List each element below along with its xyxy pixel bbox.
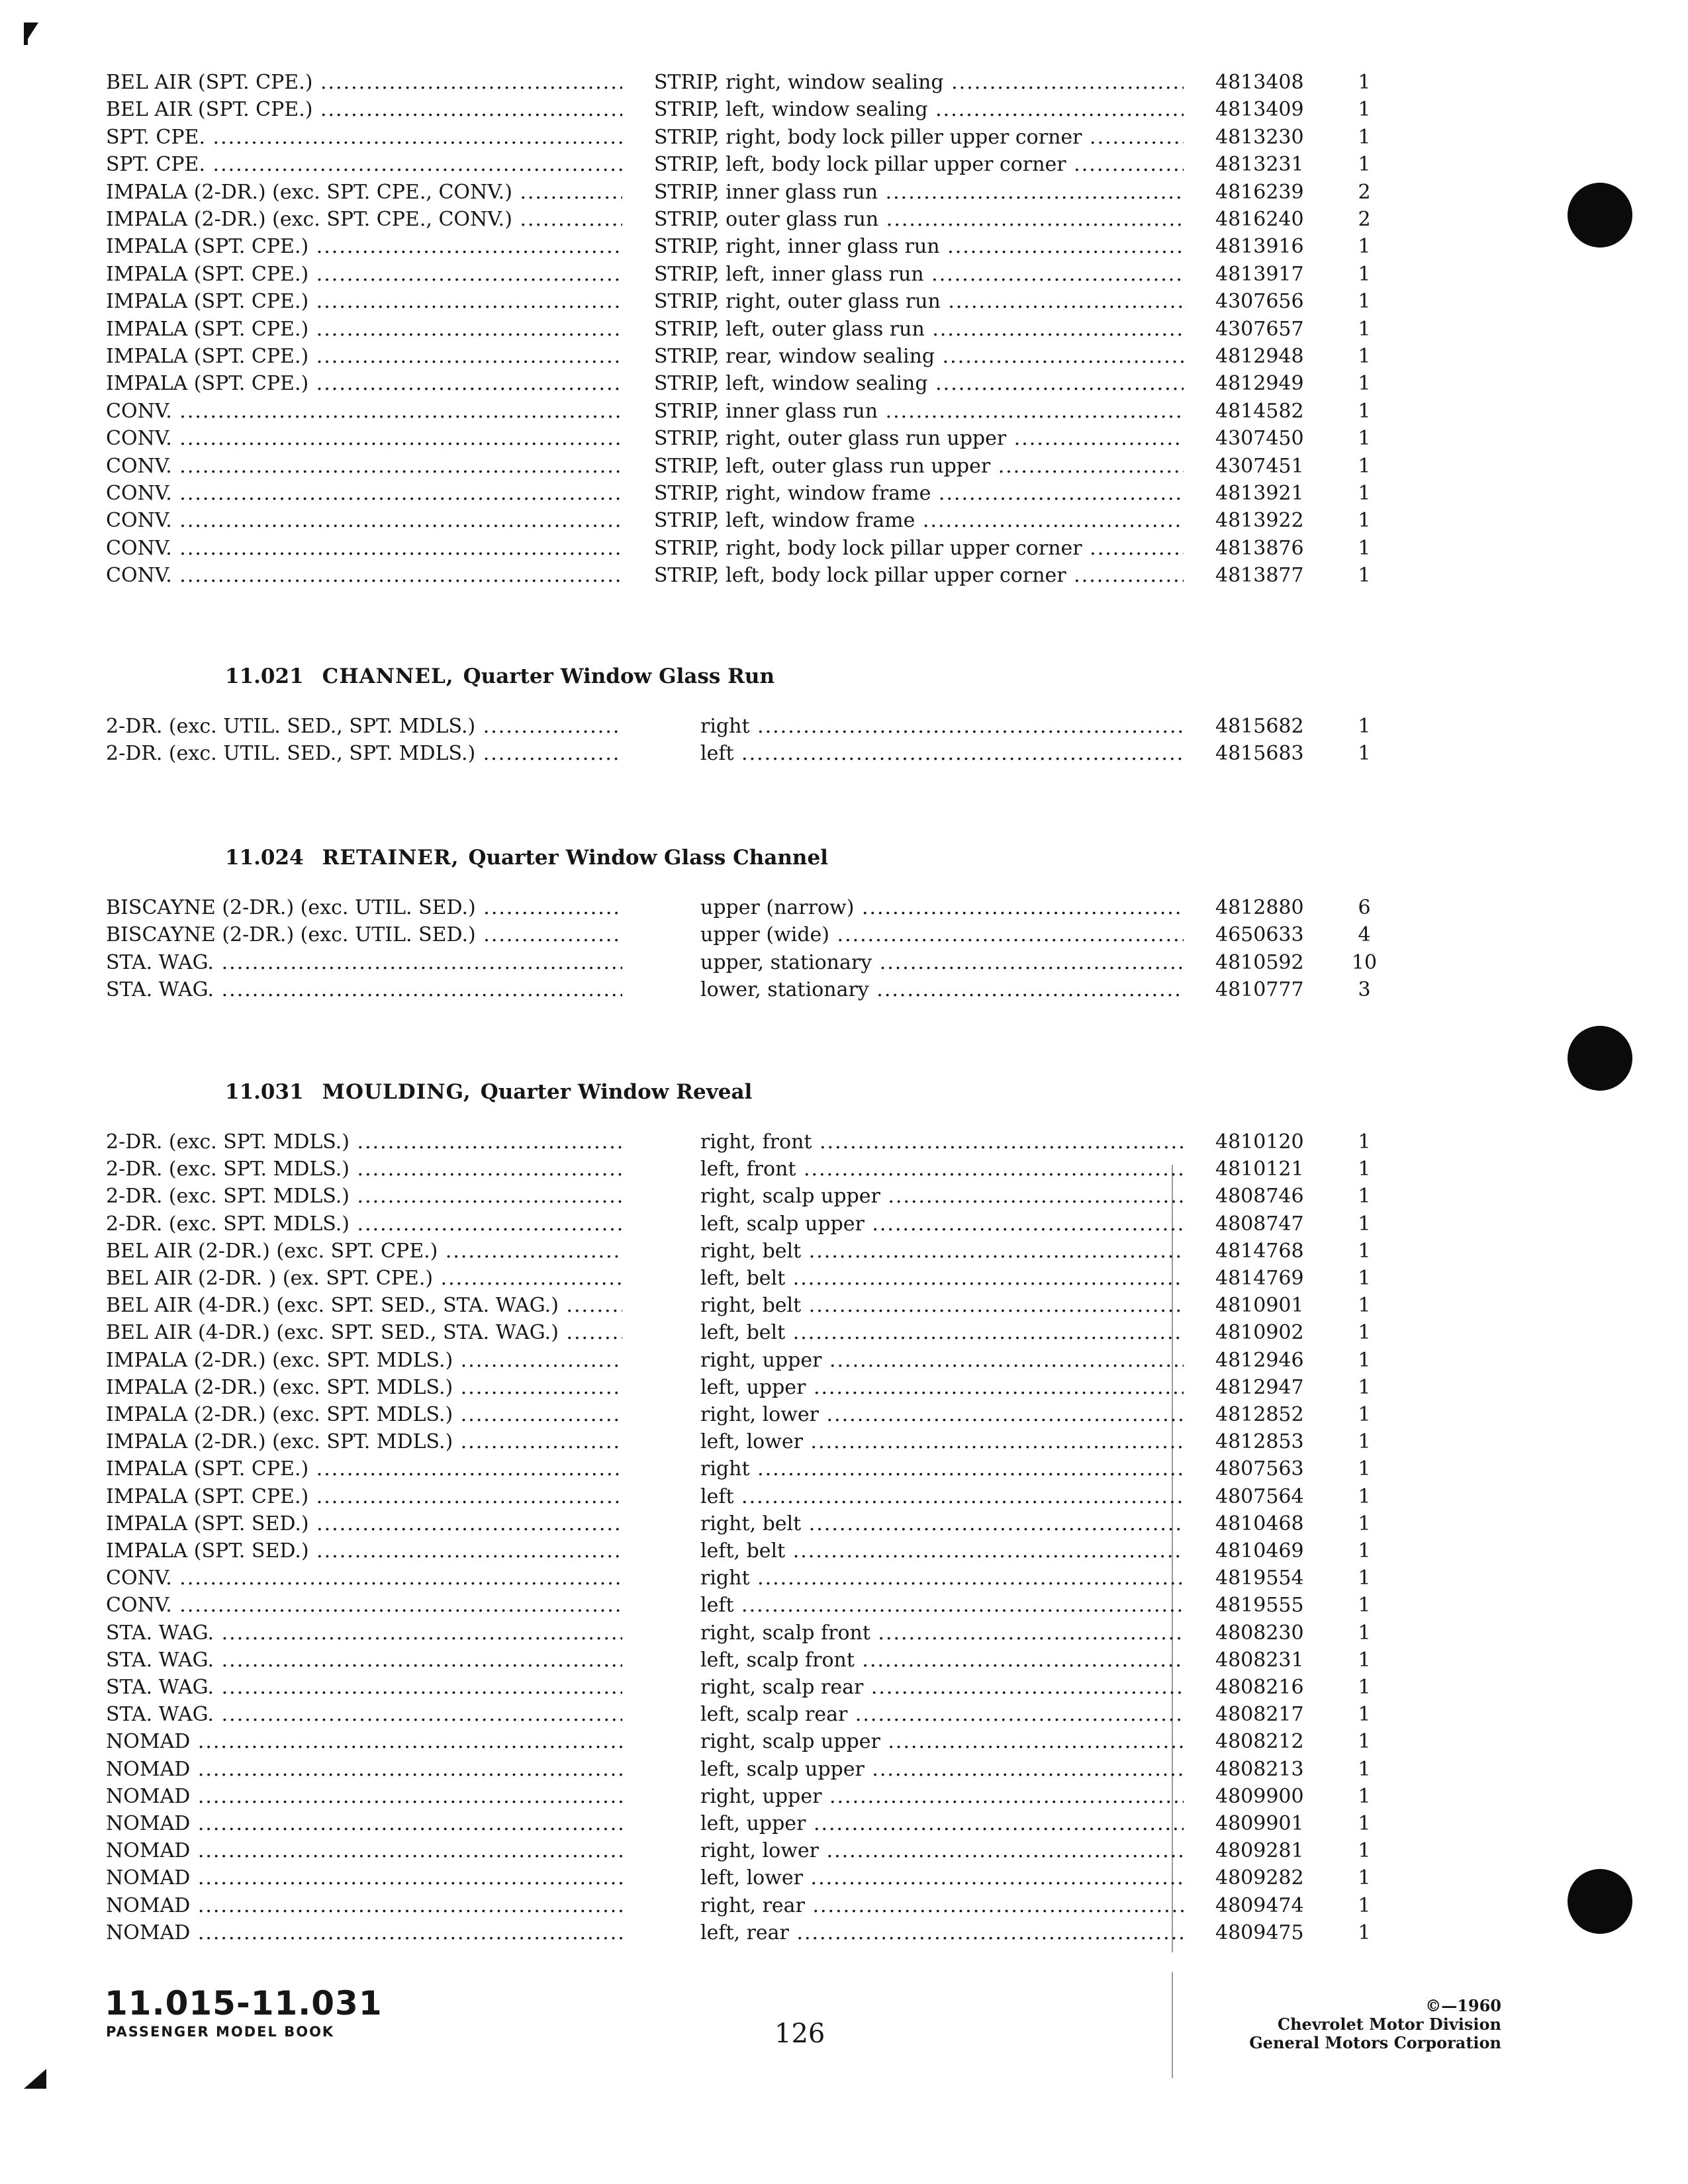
model-cell: STA. WAG. ..... (106, 1701, 622, 1729)
part-number-cell: 4815682 (1215, 715, 1304, 738)
table-row (0, 316, 1688, 343)
table-row (0, 1592, 1688, 1619)
section-title-retainer (225, 846, 828, 870)
binder-hole-middle (1568, 1026, 1632, 1091)
quantity-cell: 1 (1358, 1621, 1371, 1645)
part-number-cell: 4808213 (1215, 1758, 1304, 1781)
quantity-cell: 10 (1351, 951, 1378, 974)
table-row (0, 206, 1688, 234)
quantity-cell: 1 (1358, 1430, 1371, 1453)
description-cell: STRIP, left, outer glass run upper ..... (654, 453, 1184, 480)
table-row (0, 1128, 1688, 1156)
model-cell: IMPALA (SPT. SED.) ..... (106, 1537, 622, 1565)
part-number-cell: 4816239 (1215, 181, 1304, 204)
description-cell: upper (wide) ..... (700, 921, 1184, 949)
part-number-cell: 4650633 (1215, 923, 1304, 946)
model-cell: CONV. ..... (106, 507, 622, 535)
model-cell: NOMAD ..... (106, 1810, 622, 1838)
quantity-cell: 1 (1358, 290, 1371, 313)
table-row (0, 124, 1688, 152)
part-number-cell: 4813876 (1215, 537, 1304, 560)
quantity-cell: 1 (1358, 1594, 1371, 1617)
part-number-cell: 4307657 (1215, 318, 1304, 341)
page-number: 126 (774, 2019, 825, 2049)
description-cell: left ..... (700, 1592, 1184, 1619)
description-cell: right, lower ..... (700, 1401, 1184, 1429)
table-row (0, 1265, 1688, 1293)
model-cell: IMPALA (SPT. CPE.) ..... (106, 1483, 622, 1511)
table-row (0, 1238, 1688, 1265)
part-number-cell: 4810592 (1215, 951, 1304, 974)
quantity-cell: 1 (1358, 1921, 1371, 1944)
model-cell: IMPALA (SPT. CPE.) ..... (106, 261, 622, 289)
table-row (0, 1565, 1688, 1592)
model-cell: CONV. ..... (106, 453, 622, 480)
model-cell: BEL AIR (4-DR.) (exc. SPT. SED., STA. WAG.) ..... (106, 1292, 622, 1320)
model-cell: IMPALA (SPT. CPE.) ..... (106, 370, 622, 398)
description-cell: lower, stationary ..... (700, 976, 1184, 1004)
model-cell: NOMAD ..... (106, 1837, 622, 1865)
description-cell: left, belt ..... (700, 1537, 1184, 1565)
table-row (0, 1374, 1688, 1402)
quantity-cell: 1 (1358, 537, 1371, 560)
table-row (0, 894, 1688, 922)
description-cell: right, scalp front ..... (700, 1619, 1184, 1647)
description-cell: STRIP, right, window sealing ..... (654, 69, 1184, 97)
table-row (0, 713, 1688, 741)
model-cell: IMPALA (2-DR.) (exc. SPT. MDLS.) ..... (106, 1401, 622, 1429)
description-cell: STRIP, right, window frame ..... (654, 480, 1184, 508)
quantity-cell: 1 (1358, 564, 1371, 587)
part-number-cell: 4814769 (1215, 1267, 1304, 1290)
model-cell: STA. WAG. ..... (106, 1674, 622, 1702)
quantity-cell: 1 (1358, 98, 1371, 121)
description-cell: STRIP, left, body lock pillar upper corner ..... (654, 151, 1184, 179)
table-row (0, 1674, 1688, 1702)
table-row (0, 1810, 1688, 1838)
description-cell: left, upper ..... (700, 1374, 1184, 1402)
section-title-channel (225, 664, 774, 688)
quantity-cell: 1 (1358, 400, 1371, 423)
table-row (0, 1428, 1688, 1456)
part-number-cell: 4814768 (1215, 1240, 1304, 1263)
model-cell: 2-DR. (exc. SPT. MDLS.) ..... (106, 1156, 622, 1183)
model-cell: STA. WAG. ..... (106, 1619, 622, 1647)
quantity-cell: 4 (1358, 923, 1371, 946)
section-title-moulding (225, 1080, 752, 1104)
table-row (0, 1919, 1688, 1947)
table-row (0, 288, 1688, 316)
model-cell: BEL AIR (4-DR.) (exc. SPT. SED., STA. WAG.) ..... (106, 1319, 622, 1347)
part-number-cell: 4809282 (1215, 1866, 1304, 1889)
table-row (0, 398, 1688, 426)
model-cell: CONV. ..... (106, 535, 622, 563)
quantity-cell: 1 (1358, 1567, 1371, 1590)
description-cell: upper (narrow) ..... (700, 894, 1184, 922)
part-number-cell: 4813231 (1215, 153, 1304, 176)
section-number: 11.021 (225, 664, 304, 688)
description-cell: right, front ..... (700, 1128, 1184, 1156)
part-number-cell: 4816240 (1215, 208, 1304, 231)
model-cell: BEL AIR (2-DR.) (exc. SPT. CPE.) ..... (106, 1238, 622, 1265)
copyright: ©—1960 (1425, 1996, 1501, 2015)
part-number-cell: 4810121 (1215, 1158, 1304, 1181)
model-cell: IMPALA (2-DR.) (exc. SPT. MDLS.) ..... (106, 1374, 622, 1402)
model-cell: IMPALA (2-DR.) (exc. SPT. CPE., CONV.) ..... (106, 179, 622, 206)
part-number-cell: 4307450 (1215, 427, 1304, 450)
part-number-cell: 4808231 (1215, 1649, 1304, 1672)
part-number-cell: 4807564 (1215, 1485, 1304, 1508)
description-cell: right, belt ..... (700, 1292, 1184, 1320)
quantity-cell: 1 (1358, 1130, 1371, 1154)
part-number-cell: 4808212 (1215, 1730, 1304, 1753)
table-row (0, 921, 1688, 949)
description-cell: left, belt ..... (700, 1319, 1184, 1347)
part-number-cell: 4813922 (1215, 509, 1304, 532)
table-row (0, 1728, 1688, 1756)
model-cell: IMPALA (SPT. CPE.) ..... (106, 316, 622, 343)
table-row (0, 480, 1688, 508)
description-cell: right ..... (700, 713, 1184, 741)
quantity-cell: 1 (1358, 318, 1371, 341)
quantity-cell: 1 (1358, 126, 1371, 149)
table-row (0, 1537, 1688, 1565)
model-cell: 2-DR. (exc. SPT. MDLS.) ..... (106, 1128, 622, 1156)
quantity-cell: 1 (1358, 1240, 1371, 1263)
section-number: 11.031 (225, 1080, 304, 1104)
quantity-cell: 1 (1358, 509, 1371, 532)
model-cell: NOMAD ..... (106, 1864, 622, 1892)
table-row (0, 1401, 1688, 1429)
part-number-cell: 4812852 (1215, 1403, 1304, 1426)
table-row (0, 562, 1688, 590)
quantity-cell: 1 (1358, 372, 1371, 395)
description-cell: right ..... (700, 1455, 1184, 1483)
quantity-cell: 1 (1358, 235, 1371, 258)
description-cell: STRIP, rear, window sealing ..... (654, 343, 1184, 371)
quantity-cell: 1 (1358, 1676, 1371, 1699)
table-row (0, 1292, 1688, 1320)
description-cell: STRIP, left, window frame ..... (654, 507, 1184, 535)
description-cell: left, scalp upper ..... (700, 1210, 1184, 1238)
model-cell: 2-DR. (exc. SPT. MDLS.) ..... (106, 1210, 622, 1238)
description-cell: upper, stationary ..... (700, 949, 1184, 977)
model-cell: NOMAD ..... (106, 1783, 622, 1811)
model-cell: CONV. ..... (106, 1592, 622, 1619)
quantity-cell: 1 (1358, 153, 1371, 176)
quantity-cell: 6 (1358, 896, 1371, 919)
quantity-cell: 1 (1358, 1321, 1371, 1344)
quantity-cell: 1 (1358, 742, 1371, 765)
part-number-cell: 4813408 (1215, 71, 1304, 94)
part-number-cell: 4809900 (1215, 1785, 1304, 1808)
description-cell: left, scalp front ..... (700, 1647, 1184, 1674)
part-number-cell: 4810120 (1215, 1130, 1304, 1154)
section-noun: MOULDING, (322, 1080, 471, 1104)
model-cell: CONV. ..... (106, 1565, 622, 1592)
model-cell: NOMAD ..... (106, 1756, 622, 1784)
description-cell: right, rear ..... (700, 1892, 1184, 1920)
part-number-cell: 4812880 (1215, 896, 1304, 919)
model-cell: BEL AIR (SPT. CPE.) ..... (106, 69, 622, 97)
description-cell: left, scalp rear ..... (700, 1701, 1184, 1729)
model-cell: BEL AIR (2-DR. ) (ex. SPT. CPE.) ..... (106, 1265, 622, 1293)
description-cell: left, belt ..... (700, 1265, 1184, 1293)
model-cell: IMPALA (2-DR.) (exc. SPT. MDLS.) ..... (106, 1428, 622, 1456)
table-row (0, 1483, 1688, 1511)
quantity-cell: 1 (1358, 482, 1371, 505)
part-number-cell: 4812946 (1215, 1349, 1304, 1372)
part-number-cell: 4808216 (1215, 1676, 1304, 1699)
quantity-cell: 1 (1358, 263, 1371, 286)
description-cell: STRIP, right, outer glass run ..... (654, 288, 1184, 316)
description-cell: left, lower ..... (700, 1864, 1184, 1892)
part-number-cell: 4815683 (1215, 742, 1304, 765)
part-number-cell: 4808747 (1215, 1212, 1304, 1236)
footer-section-range: 11.015-11.031 (105, 1984, 383, 2023)
description-cell: right, scalp rear ..... (700, 1674, 1184, 1702)
model-cell: BISCAYNE (2-DR.) (exc. UTIL. SED.) ..... (106, 894, 622, 922)
description-cell: left, lower ..... (700, 1428, 1184, 1456)
quantity-cell: 1 (1358, 345, 1371, 368)
description-cell: left, front ..... (700, 1156, 1184, 1183)
table-row (0, 1892, 1688, 1920)
division-name: Chevrolet Motor Division (1278, 2015, 1501, 2034)
section-number: 11.024 (225, 846, 304, 870)
table-row (0, 179, 1688, 206)
part-number-cell: 4819555 (1215, 1594, 1304, 1617)
part-number-cell: 4812947 (1215, 1376, 1304, 1399)
part-number-cell: 4819554 (1215, 1567, 1304, 1590)
table-row (0, 1756, 1688, 1784)
quantity-cell: 1 (1358, 455, 1371, 478)
model-cell: NOMAD ..... (106, 1728, 622, 1756)
table-row (0, 1783, 1688, 1811)
table-row (0, 1319, 1688, 1347)
table-row (0, 1619, 1688, 1647)
table-row (0, 1837, 1688, 1865)
corporation-name: General Motors Corporation (1249, 2033, 1501, 2052)
model-cell: BISCAYNE (2-DR.) (exc. UTIL. SED.) ..... (106, 921, 622, 949)
part-number-cell: 4807563 (1215, 1457, 1304, 1480)
quantity-cell: 1 (1358, 1758, 1371, 1781)
description-cell: right, scalp upper ..... (700, 1183, 1184, 1210)
description-cell: right, scalp upper ..... (700, 1728, 1184, 1756)
description-cell: right ..... (700, 1565, 1184, 1592)
corner-registration-mark-top (24, 23, 38, 45)
model-cell: STA. WAG. ..... (106, 976, 622, 1004)
description-cell: STRIP, right, inner glass run ..... (654, 233, 1184, 261)
quantity-cell: 1 (1358, 1812, 1371, 1835)
description-cell: STRIP, left, window sealing ..... (654, 96, 1184, 124)
part-number-cell: 4810468 (1215, 1512, 1304, 1535)
part-number-cell: 4809281 (1215, 1839, 1304, 1862)
quantity-cell: 1 (1358, 71, 1371, 94)
table-row (0, 535, 1688, 563)
table-row (0, 1455, 1688, 1483)
table-row (0, 69, 1688, 97)
quantity-cell: 1 (1358, 1512, 1371, 1535)
table-row (0, 1510, 1688, 1538)
table-row (0, 261, 1688, 289)
quantity-cell: 1 (1358, 1866, 1371, 1889)
part-number-cell: 4808217 (1215, 1703, 1304, 1726)
quantity-cell: 2 (1358, 181, 1371, 204)
description-cell: STRIP, left, inner glass run ..... (654, 261, 1184, 289)
corner-registration-mark-bottom (24, 2069, 46, 2089)
footer-publisher (1249, 1997, 1501, 2052)
quantity-cell: 1 (1358, 1703, 1371, 1726)
model-cell: 2-DR. (exc. SPT. MDLS.) ..... (106, 1183, 622, 1210)
table-row (0, 740, 1688, 768)
table-row (0, 1701, 1688, 1729)
model-cell: CONV. ..... (106, 398, 622, 426)
table-row (0, 1347, 1688, 1375)
model-cell: SPT. CPE. ..... (106, 124, 622, 152)
description-cell: right, upper ..... (700, 1783, 1184, 1811)
description-cell: STRIP, inner glass run ..... (654, 179, 1184, 206)
quantity-cell: 1 (1358, 1376, 1371, 1399)
model-cell: CONV. ..... (106, 425, 622, 453)
part-number-cell: 4809901 (1215, 1812, 1304, 1835)
quantity-cell: 1 (1358, 1649, 1371, 1672)
part-number-cell: 4814582 (1215, 400, 1304, 423)
part-number-cell: 4812949 (1215, 372, 1304, 395)
quantity-cell: 1 (1358, 1457, 1371, 1480)
table-row (0, 949, 1688, 977)
quantity-cell: 1 (1358, 1185, 1371, 1208)
footer-rule (1172, 1972, 1173, 2078)
table-row (0, 1864, 1688, 1892)
table-row (0, 343, 1688, 371)
part-number-cell: 4810469 (1215, 1539, 1304, 1563)
model-cell: SPT. CPE. ..... (106, 151, 622, 179)
quantity-cell: 3 (1358, 978, 1371, 1001)
model-cell: NOMAD ..... (106, 1892, 622, 1920)
model-cell: IMPALA (2-DR.) (exc. SPT. CPE., CONV.) ..... (106, 206, 622, 234)
part-number-cell: 4810777 (1215, 978, 1304, 1001)
quantity-cell: 1 (1358, 1730, 1371, 1753)
part-number-cell: 4810902 (1215, 1321, 1304, 1344)
description-cell: left, rear ..... (700, 1919, 1184, 1947)
quantity-cell: 1 (1358, 1267, 1371, 1290)
table-row (0, 453, 1688, 480)
table-row (0, 1210, 1688, 1238)
quantity-cell: 1 (1358, 1349, 1371, 1372)
description-cell: STRIP, right, body lock piller upper corner ..... (654, 124, 1184, 152)
description-cell: STRIP, inner glass run ..... (654, 398, 1184, 426)
description-cell: right, belt ..... (700, 1510, 1184, 1538)
description-cell: STRIP, left, body lock pillar upper corner ..... (654, 562, 1184, 590)
part-number-cell: 4812853 (1215, 1430, 1304, 1453)
quantity-cell: 1 (1358, 1212, 1371, 1236)
table-row (0, 425, 1688, 453)
table-row (0, 976, 1688, 1004)
table-row (0, 1183, 1688, 1210)
model-cell: IMPALA (SPT. SED.) ..... (106, 1510, 622, 1538)
model-cell: IMPALA (SPT. CPE.) ..... (106, 288, 622, 316)
part-number-cell: 4813409 (1215, 98, 1304, 121)
quantity-cell: 1 (1358, 1403, 1371, 1426)
description-cell: left ..... (700, 1483, 1184, 1511)
quantity-cell: 1 (1358, 1485, 1371, 1508)
part-number-cell: 4813917 (1215, 263, 1304, 286)
quantity-cell: 1 (1358, 427, 1371, 450)
description-cell: STRIP, outer glass run ..... (654, 206, 1184, 234)
description-cell: STRIP, right, outer glass run upper ..... (654, 425, 1184, 453)
section-noun: CHANNEL, (322, 664, 454, 688)
model-cell: IMPALA (SPT. CPE.) ..... (106, 1455, 622, 1483)
description-cell: right, lower ..... (700, 1837, 1184, 1865)
model-cell: CONV. ..... (106, 480, 622, 508)
part-number-cell: 4810901 (1215, 1294, 1304, 1317)
part-number-cell: 4813921 (1215, 482, 1304, 505)
quantity-cell: 1 (1358, 715, 1371, 738)
part-number-cell: 4813230 (1215, 126, 1304, 149)
model-cell: 2-DR. (exc. UTIL. SED., SPT. MDLS.) ..... (106, 713, 622, 741)
quantity-cell: 2 (1358, 208, 1371, 231)
table-row (0, 1647, 1688, 1674)
part-number-cell: 4813877 (1215, 564, 1304, 587)
description-cell: STRIP, left, outer glass run ..... (654, 316, 1184, 343)
model-cell: BEL AIR (SPT. CPE.) ..... (106, 96, 622, 124)
part-number-cell: 4812948 (1215, 345, 1304, 368)
part-number-cell: 4307451 (1215, 455, 1304, 478)
quantity-cell: 1 (1358, 1294, 1371, 1317)
part-number-cell: 4307656 (1215, 290, 1304, 313)
model-cell: IMPALA (SPT. CPE.) ..... (106, 343, 622, 371)
description-cell: left, scalp upper ..... (700, 1756, 1184, 1784)
table-row (0, 507, 1688, 535)
footer-book-name: PASSENGER MODEL BOOK (106, 2024, 335, 2040)
model-cell: NOMAD ..... (106, 1919, 622, 1947)
model-cell: STA. WAG. ..... (106, 949, 622, 977)
description-cell: STRIP, right, body lock pillar upper corner ..... (654, 535, 1184, 563)
quantity-cell: 1 (1358, 1894, 1371, 1917)
table-row (0, 1156, 1688, 1183)
table-row (0, 96, 1688, 124)
section-description: Quarter Window Glass Channel (468, 846, 828, 870)
model-cell: 2-DR. (exc. UTIL. SED., SPT. MDLS.) ..... (106, 740, 622, 768)
description-cell: left ..... (700, 740, 1184, 768)
part-number-cell: 4809474 (1215, 1894, 1304, 1917)
part-number-cell: 4813916 (1215, 235, 1304, 258)
section-description: Quarter Window Reveal (480, 1080, 753, 1104)
part-number-cell: 4808746 (1215, 1185, 1304, 1208)
quantity-cell: 1 (1358, 1785, 1371, 1808)
quantity-cell: 1 (1358, 1158, 1371, 1181)
quantity-cell: 1 (1358, 1839, 1371, 1862)
table-row (0, 370, 1688, 398)
model-cell: STA. WAG. ..... (106, 1647, 622, 1674)
section-description: Quarter Window Glass Run (463, 664, 774, 688)
model-cell: IMPALA (2-DR.) (exc. SPT. MDLS.) ..... (106, 1347, 622, 1375)
part-number-cell: 4808230 (1215, 1621, 1304, 1645)
description-cell: right, belt ..... (700, 1238, 1184, 1265)
section-noun: RETAINER, (322, 846, 459, 870)
description-cell: left, upper ..... (700, 1810, 1184, 1838)
description-cell: STRIP, left, window sealing ..... (654, 370, 1184, 398)
table-row (0, 151, 1688, 179)
model-cell: CONV. ..... (106, 562, 622, 590)
part-number-cell: 4809475 (1215, 1921, 1304, 1944)
model-cell: IMPALA (SPT. CPE.) ..... (106, 233, 622, 261)
quantity-cell: 1 (1358, 1539, 1371, 1563)
table-row (0, 233, 1688, 261)
description-cell: right, upper ..... (700, 1347, 1184, 1375)
